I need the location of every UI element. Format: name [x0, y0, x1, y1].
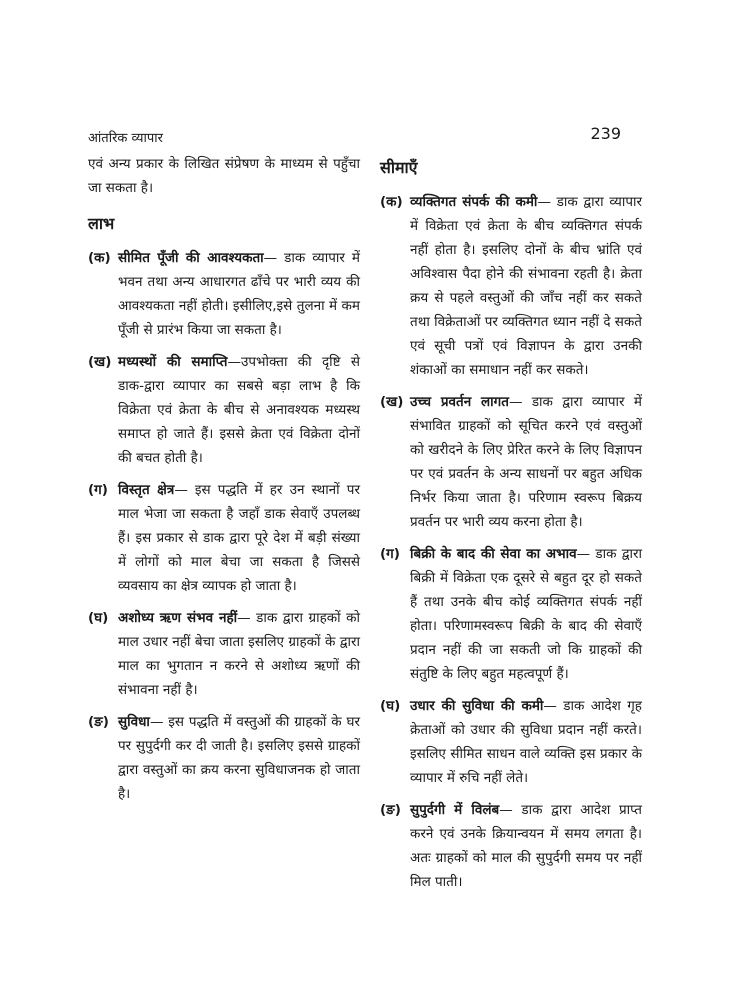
- item-marker: (ख): [380, 394, 404, 410]
- item-marker: (ङ): [380, 802, 401, 818]
- running-head: आंतरिक व्यापार: [88, 131, 163, 146]
- item-title: विस्तृत क्षेत्र: [118, 482, 175, 498]
- item-text: — डाक व्यापार में भवन तथा अन्य आधारगत ढाँचे पर भारी व्यय की आवश्यकता नहीं होती। इसीलिए,इसे तुलना में कम पूँजी से प्रारंभ किया जा सकता है।: [118, 250, 360, 338]
- limitation-item: [380, 190, 642, 382]
- item-body: [410, 694, 642, 790]
- right-column: [380, 152, 642, 902]
- item-text: — इस पद्धति में वस्तुओं की ग्राहकों के घर पर सुपुर्दगी कर दी जाती है। इसलिए इससे ग्राहकों द्वारा वस्तुओं का क्रय करना सुविधाजनक हो जाता है।: [118, 714, 360, 802]
- item-marker: (ग): [88, 482, 108, 498]
- limitation-item: [380, 694, 642, 790]
- item-marker: (ग): [380, 546, 400, 562]
- item-body: [118, 478, 360, 598]
- item-body: [410, 542, 642, 686]
- item-marker: (ख): [88, 354, 112, 370]
- advantage-item: [88, 246, 360, 342]
- item-body: [118, 350, 360, 470]
- item-body: [410, 798, 642, 894]
- item-title: अशोध्य ऋण संभव नहीं: [118, 610, 238, 626]
- item-marker: (घ): [88, 610, 109, 626]
- item-body: [118, 606, 360, 702]
- item-marker: (क): [380, 194, 403, 210]
- item-text: — डाक आदेश गृह क्रेताओं को उधार की सुविधा प्रदान नहीं करते। इसलिए सीमित साधन वाले व्यक्ति इस प्रकार के व्यापार में रुचि नहीं लेते।: [410, 698, 642, 786]
- item-body: [410, 390, 642, 534]
- advantage-item: [88, 710, 360, 806]
- item-marker: (ङ): [88, 714, 109, 730]
- page-number: 239: [590, 124, 621, 143]
- advantages-heading: लाभ: [88, 214, 115, 233]
- item-text: — डाक द्वारा आदेश प्राप्त करने एवं उनके क्रियान्वयन में समय लगता है। अतः ग्राहकों को माल की सुपुर्दगी समय पर नहीं मिल पाती।: [410, 802, 642, 890]
- limitation-item: [380, 798, 642, 894]
- item-title: व्यक्तिगत संपर्क की कमी: [410, 194, 538, 210]
- item-text: — डाक द्वारा बिक्री में विक्रेता एक दूसरे से बहुत दूर हो सकते हैं तथा उनके बीच कोई व्यक्तिगत संपर्क नहीं होता। परिणामस्वरूप बिक्री के बाद की सेवाएँ प्रदान नहीं की जा सकती जो कि ग्राहकों की संतुष्टि के लिए बहुत महत्वपूर्ण हैं।: [410, 546, 642, 682]
- item-text: — डाक द्वारा ग्राहकों को माल उधार नहीं बेचा जाता इसलिए ग्राहकों के द्वारा माल का भुगतान न करने से अशोध्य ऋणों की संभावना नहीं है।: [118, 610, 360, 698]
- item-text: —उपभोक्ता की दृष्टि से डाक-द्वारा व्यापार का सबसे बड़ा लाभ है कि विक्रेता एवं क्रेता के बीच से अनावश्यक मध्यस्थ समाप्त हो जाते हैं। इससे क्रेता एवं विक्रेता दोनों की बचत होती है।: [118, 354, 360, 466]
- item-text: — डाक द्वारा व्यापार में विक्रेता एवं क्रेता के बीच व्यक्तिगत संपर्क नहीं होता है। इसलिए दोनों के बीच भ्रांति एवं अविश्वास पैदा होने की संभावना रहती है। क्रेता क्रय से पहले वस्तुओं की जाँच नहीं कर सकते तथा विक्रेताओं पर व्यक्तिगत ध्यान नहीं दे सकते एवं सूची पत्रों एवं विज्ञापन के द्वारा उनकी शंकाओं का समाधान नहीं कर सकते।: [410, 194, 642, 378]
- item-body: [118, 710, 360, 806]
- item-title: सुविधा: [118, 714, 150, 730]
- item-title: उच्च प्रवर्तन लागत: [410, 394, 509, 410]
- limitation-item: [380, 542, 642, 686]
- advantage-item: [88, 606, 360, 702]
- item-title: बिक्री के बाद की सेवा का अभाव: [410, 546, 577, 562]
- item-text: — इस पद्धति में हर उन स्थानों पर माल भेजा जा सकता है जहाँ डाक सेवाएँ उपलब्ध हैं। इस प्रकार से डाक द्वारा पूरे देश में बड़ी संख्या में लोगों को माल बेचा जा सकता है जिससे व्यवसाय का क्षेत्र व्यापक हो जाता है।: [118, 482, 360, 594]
- item-marker: (क): [88, 250, 111, 266]
- advantage-item: [88, 478, 360, 598]
- item-title: मध्यस्थों की समाप्ति: [118, 354, 228, 370]
- left-column: [88, 152, 360, 814]
- limitation-item: [380, 390, 642, 534]
- advantage-item: [88, 350, 360, 470]
- item-body: [118, 246, 360, 342]
- limitations-heading: सीमाएँ: [380, 158, 418, 177]
- item-marker: (घ): [380, 698, 401, 714]
- item-title: सुपुर्दगी में विलंब: [410, 802, 500, 818]
- item-title: सीमित पूँजी की आवश्यकता: [118, 250, 264, 266]
- intro-paragraph: एवं अन्य प्रकार के लिखित संप्रेषण के माध्यम से पहुँचा जा सकता है।: [88, 156, 360, 196]
- item-title: उधार की सुविधा की कमी: [410, 698, 544, 714]
- item-text: — डाक द्वारा व्यापार में संभावित ग्राहकों को सूचित करने एवं वस्तुओं को खरीदने के लिए प्रेरित करने के लिए विज्ञापन पर एवं प्रवर्तन के अन्य साधनों पर बहुत अधिक निर्भर किया जाता है। परिणाम स्वरूप बिक्रय प्रवर्तन पर भारी व्यय करना होता है।: [410, 394, 643, 530]
- item-body: [410, 190, 642, 382]
